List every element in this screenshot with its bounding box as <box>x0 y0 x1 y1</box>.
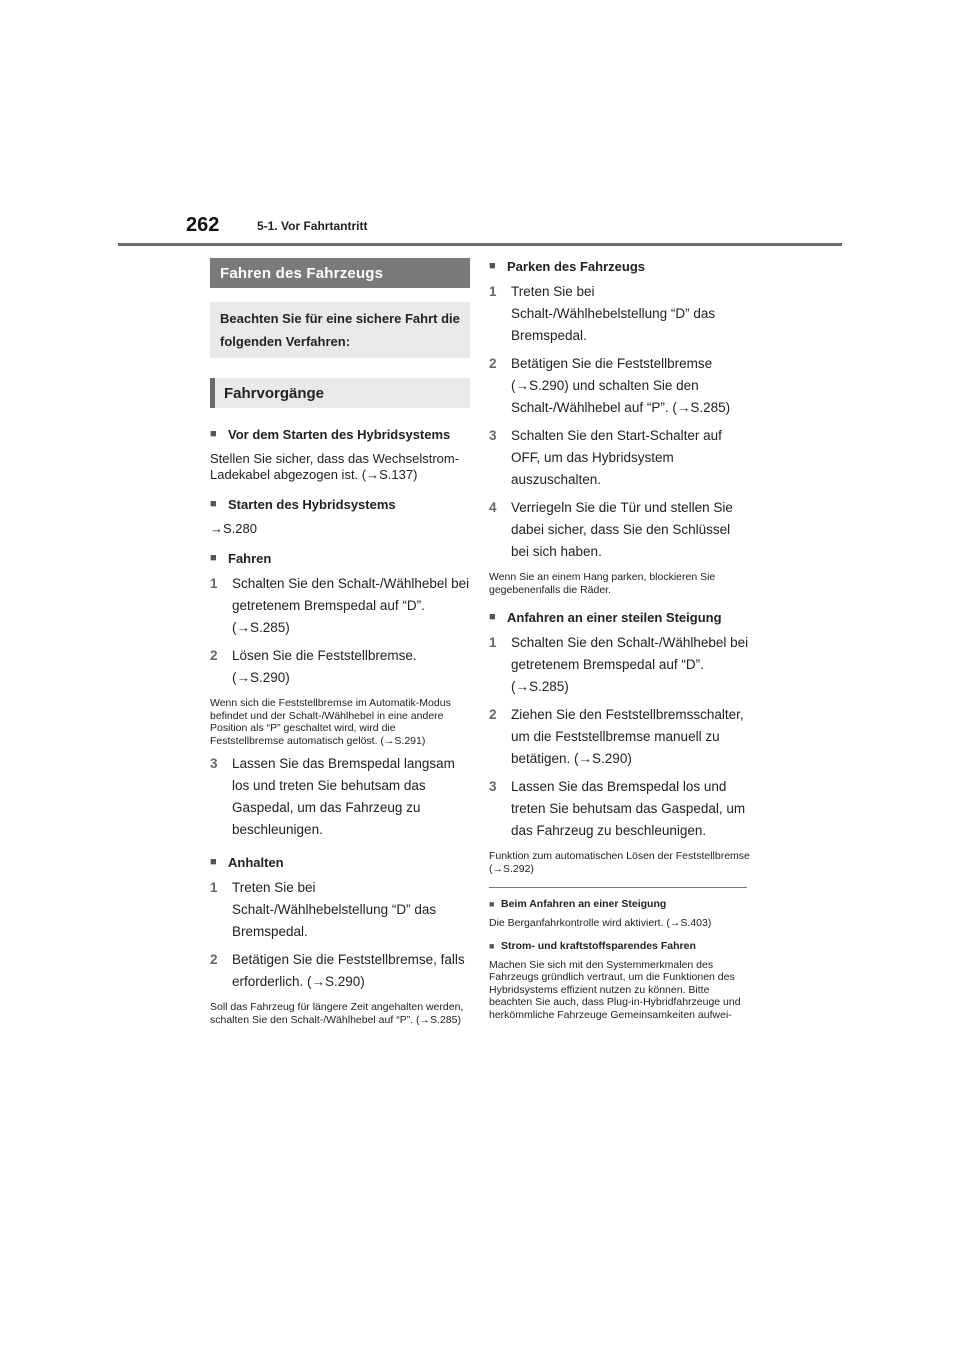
info-text: Machen Sie sich mit den Systemmerkmalen des Fahrzeugs gründlich vertraut, um die Funktionen des Hybridsystems effizient nutzen zu können. Bitte beachten Sie auch, dass Plug-in-Hybridfahrzeuge und herkömmliche Fahrzeuge Gemeinsamkeiten aufwei- <box>489 958 741 1021</box>
topic-title: Vor dem Starten des Hybridsystems <box>228 427 451 442</box>
step-item <box>210 573 470 639</box>
step-item <box>210 877 470 943</box>
square-bullet-icon: ■ <box>210 428 217 440</box>
left-content <box>210 426 470 1026</box>
step-number: 1 <box>210 576 218 591</box>
intro-box: Beachten Sie für eine sichere Fahrt die folgenden Verfahren: <box>210 302 470 358</box>
note-text: Wenn Sie an einem Hang parken, blockieren Sie gegebenenfalls die Räder. <box>489 571 716 596</box>
right-column <box>489 258 751 1021</box>
topic-title: Parken des Fahrzeugs <box>507 259 645 274</box>
step-item <box>489 776 751 842</box>
step-text: Betätigen Sie die Feststellbremse (→S.290) und schalten Sie den Schalt-/Wählhebel auf “P”. (→S.285) <box>511 356 731 415</box>
topic-heading <box>489 258 751 275</box>
info-heading <box>489 940 751 953</box>
step-number: 2 <box>210 952 218 967</box>
page-number: 262 <box>186 214 220 236</box>
section-title: Fahren des Fahrzeugs <box>210 258 470 288</box>
info-text: Die Berganfahrkontrolle wird aktiviert. (→S.403) <box>489 917 712 929</box>
info-heading <box>489 898 751 911</box>
step-item <box>489 281 751 347</box>
step-number: 3 <box>489 779 497 794</box>
topic-heading <box>489 609 751 626</box>
step-number: 4 <box>489 500 497 515</box>
topic-title: Anhalten <box>228 855 284 870</box>
step-number: 1 <box>489 284 497 299</box>
step-text: Betätigen Sie die Feststellbremse, falls erforderlich. (→S.290) <box>232 952 465 989</box>
body-text: →S.280 <box>210 521 257 536</box>
info-title: Strom- und kraftstoffsparendes Fahren <box>501 939 696 952</box>
step-text: Lassen Sie das Bremspedal los und treten Sie behutsam das Gaspedal, um das Fahrzeug zu beschleunigen. <box>511 779 746 838</box>
step-number: 1 <box>489 635 497 650</box>
step-text: Schalten Sie den Schalt-/Wählhebel bei getretenem Bremspedal auf “D”. (→S.285) <box>511 635 749 694</box>
topic-title: Anfahren an einer steilen Steigung <box>507 610 722 625</box>
square-bullet-icon: ■ <box>210 856 217 868</box>
topic-heading <box>210 854 470 871</box>
step-number: 2 <box>489 356 497 371</box>
step-item <box>489 353 751 419</box>
step-item <box>210 753 470 841</box>
note-text: Soll das Fahrzeug für längere Zeit angehalten werden, schalten Sie den Schalt-/Wählhebel auf “P”. (→S.285) <box>210 1001 464 1026</box>
square-bullet-icon: ■ <box>210 552 217 564</box>
body-text: Stellen Sie sicher, dass das Wechselstrom-Ladekabel abgezogen ist. (→S.137) <box>210 451 460 482</box>
step-text: Ziehen Sie den Feststellbremsschalter, um die Feststellbremse manuell zu betätigen. (→S.290) <box>511 707 744 766</box>
topic-heading <box>210 550 470 567</box>
step-number: 2 <box>210 648 218 663</box>
topic-heading <box>210 426 470 443</box>
note-text: Funktion zum automatischen Lösen der Feststellbremse (→S.292) <box>489 850 750 875</box>
square-bullet-icon: ■ <box>489 611 496 623</box>
step-text: Lassen Sie das Bremspedal langsam los und treten Sie behutsam das Gaspedal, um das Fahrzeug zu beschleunigen. <box>232 756 455 837</box>
step-text: Schalten Sie den Start-Schalter auf OFF, um das Hybridsystem auszuschalten. <box>511 428 722 487</box>
step-item <box>489 497 751 563</box>
step-number: 2 <box>489 707 497 722</box>
square-bullet-icon: ■ <box>489 899 495 909</box>
step-text: Verriegeln Sie die Tür und stellen Sie dabei sicher, dass Sie den Schlüssel bei sich haben. <box>511 500 733 559</box>
step-number: 1 <box>210 880 218 895</box>
topic-title: Fahren <box>228 551 272 566</box>
square-bullet-icon: ■ <box>210 498 217 510</box>
step-text: Schalten Sie den Schalt-/Wählhebel bei getretenem Bremspedal auf “D”. (→S.285) <box>232 576 470 635</box>
square-bullet-icon: ■ <box>489 260 496 272</box>
step-item <box>489 425 751 491</box>
step-item <box>489 632 751 698</box>
step-number: 3 <box>210 756 218 771</box>
step-text: Treten Sie bei Schalt-/Wählhebelstellung “D” das Bremspedal. <box>511 284 716 343</box>
topic-title: Starten des Hybridsystems <box>228 497 396 512</box>
chapter-title: 5-1. Vor Fahrtantritt <box>257 219 368 233</box>
subsection-title: Fahrvorgänge <box>210 378 470 408</box>
left-column <box>210 258 470 1026</box>
step-text: Treten Sie bei Schalt-/Wählhebelstellung “D” das Bremspedal. <box>232 880 437 939</box>
step-number: 3 <box>489 428 497 443</box>
header-rule <box>118 243 842 246</box>
topic-heading <box>210 496 470 513</box>
info-divider <box>489 887 747 888</box>
info-title: Beim Anfahren an einer Steigung <box>501 898 667 910</box>
step-item <box>210 949 470 993</box>
step-item <box>489 704 751 770</box>
step-item <box>210 645 470 689</box>
note-text: Wenn sich die Feststellbremse im Automatik-Modus befindet und der Schalt-/Wählhebel in eine andere Position als “P” geschaltet wird, wird die Feststellbremse automatisch gelöst. (→S.291) <box>210 697 451 747</box>
step-text: Lösen Sie die Feststellbremse. (→S.290) <box>232 648 417 685</box>
square-bullet-icon: ■ <box>489 940 495 951</box>
